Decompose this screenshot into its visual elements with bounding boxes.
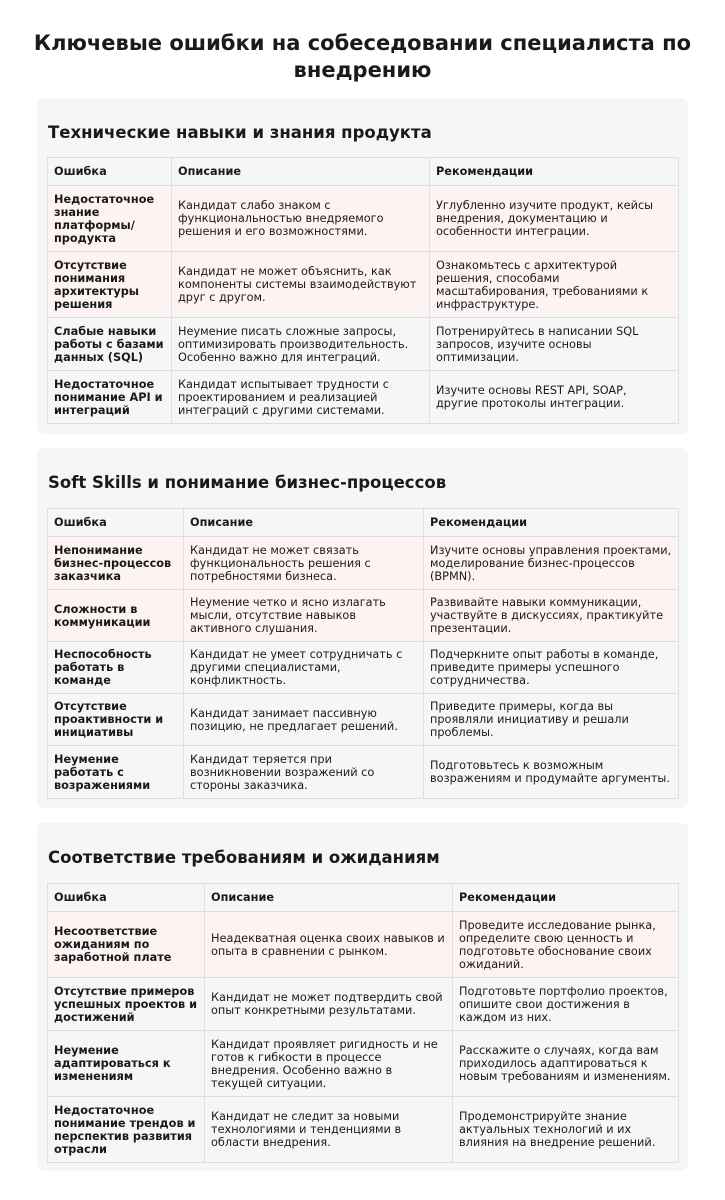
description-cell: Кандидат не может объяснить, как компоненты системы взаимодействуют друг с другом.: [172, 252, 430, 318]
description-cell: Кандидат не может подтвердить свой опыт конкретными результатами.: [205, 978, 453, 1031]
error-cell: Неумение работать с возражениями: [48, 746, 184, 799]
recommendation-cell: Приведите примеры, когда вы проявляли инициативу и решали проблемы.: [424, 694, 679, 746]
table-row: [48, 746, 679, 799]
table-header-row: [48, 158, 679, 186]
table-header-row: [48, 509, 679, 537]
description-cell: Кандидат не может связать функциональность решения с потребностями бизнеса.: [184, 537, 424, 590]
recommendation-cell: Проведите исследование рынка, определите свою ценность и подготовьте обоснование своих ожиданий.: [453, 912, 679, 978]
section-technical-skills: [37, 98, 688, 434]
recommendation-cell: Развивайте навыки коммуникации, участвуйте в дискуссиях, практикуйте презентации.: [424, 590, 679, 642]
column-header-description: Описание: [205, 884, 453, 912]
table-row: [48, 371, 679, 424]
description-cell: Неумение писать сложные запросы, оптимизировать производительность. Особенно важно для интеграций.: [172, 318, 430, 371]
description-cell: Неадекватная оценка своих навыков и опыта в сравнении с рынком.: [205, 912, 453, 978]
table-header-row: [48, 884, 679, 912]
error-cell: Слабые навыки работы с базами данных (SQL): [48, 318, 172, 371]
recommendation-cell: Ознакомьтесь с архитектурой решения, способами масштабирования, требованиями к инфраструктуре.: [430, 252, 679, 318]
section-title: Технические навыки и знания продукта: [48, 123, 432, 142]
page-title: Ключевые ошибки на собеседовании специалиста по внедрению: [33, 31, 692, 82]
mistakes-table: [47, 883, 679, 1163]
error-cell: Неумение адаптироваться к изменениям: [48, 1031, 205, 1097]
column-header-recommendations: Рекомендации: [430, 158, 679, 186]
error-cell: Непонимание бизнес-процессов заказчика: [48, 537, 184, 590]
table-row: [48, 642, 679, 694]
error-cell: Неспособность работать в команде: [48, 642, 184, 694]
error-cell: Отсутствие примеров успешных проектов и достижений: [48, 978, 205, 1031]
error-cell: Отсутствие проактивности и инициативы: [48, 694, 184, 746]
error-cell: Недостаточное знание платформы/продукта: [48, 186, 172, 252]
recommendation-cell: Изучите основы управления проектами, моделирование бизнес-процессов (BPMN).: [424, 537, 679, 590]
section-title: Соответствие требованиям и ожиданиям: [48, 848, 440, 867]
recommendation-cell: Расскажите о случаях, когда вам приходилось адаптироваться к новым требованиям и изменениям.: [453, 1031, 679, 1097]
column-header-description: Описание: [184, 509, 424, 537]
section-requirements: [37, 823, 688, 1171]
column-header-description: Описание: [172, 158, 430, 186]
description-cell: Кандидат проявляет ригидность и не готов к гибкости в процессе внедрения. Особенно важно в текущей ситуации.: [205, 1031, 453, 1097]
table-row: [48, 186, 679, 252]
description-cell: Неумение четко и ясно излагать мысли, отсутствие навыков активного слушания.: [184, 590, 424, 642]
column-header-error: Ошибка: [48, 509, 184, 537]
table-row: [48, 252, 679, 318]
description-cell: Кандидат занимает пассивную позицию, не предлагает решений.: [184, 694, 424, 746]
recommendation-cell: Углубленно изучите продукт, кейсы внедрения, документацию и особенности интеграции.: [430, 186, 679, 252]
table-row: [48, 1097, 679, 1163]
recommendation-cell: Изучите основы REST API, SOAP, другие протоколы интеграции.: [430, 371, 679, 424]
table-row: [48, 318, 679, 371]
error-cell: Недостаточное понимание API и интеграций: [48, 371, 172, 424]
error-cell: Недостаточное понимание трендов и перспектив развития отрасли: [48, 1097, 205, 1163]
error-cell: Сложности в коммуникации: [48, 590, 184, 642]
table-row: [48, 537, 679, 590]
table-row: [48, 694, 679, 746]
mistakes-table: [47, 508, 679, 799]
description-cell: Кандидат не умеет сотрудничать с другими специалистами, конфликтность.: [184, 642, 424, 694]
error-cell: Несоответствие ожиданиям по заработной плате: [48, 912, 205, 978]
column-header-error: Ошибка: [48, 884, 205, 912]
section-title: Soft Skills и понимание бизнес-процессов: [48, 473, 447, 492]
recommendation-cell: Продемонстрируйте знание актуальных технологий и их влияния на внедрение решений.: [453, 1097, 679, 1163]
table-row: [48, 1031, 679, 1097]
column-header-recommendations: Рекомендации: [424, 509, 679, 537]
section-soft-skills: [37, 448, 688, 808]
recommendation-cell: Подготовьте портфолио проектов, опишите свои достижения в каждом из них.: [453, 978, 679, 1031]
description-cell: Кандидат испытывает трудности с проектированием и реализацией интеграций с другими системами.: [172, 371, 430, 424]
description-cell: Кандидат не следит за новыми технологиями и тенденциями в области внедрения.: [205, 1097, 453, 1163]
description-cell: Кандидат теряется при возникновении возражений со стороны заказчика.: [184, 746, 424, 799]
mistakes-table: [47, 157, 679, 424]
column-header-error: Ошибка: [48, 158, 172, 186]
recommendation-cell: Потренируйтесь в написании SQL запросов, изучите основы оптимизации.: [430, 318, 679, 371]
table-row: [48, 978, 679, 1031]
column-header-recommendations: Рекомендации: [453, 884, 679, 912]
recommendation-cell: Подчеркните опыт работы в команде, приведите примеры успешного сотрудничества.: [424, 642, 679, 694]
error-cell: Отсутствие понимания архитектуры решения: [48, 252, 172, 318]
table-row: [48, 590, 679, 642]
table-row: [48, 912, 679, 978]
description-cell: Кандидат слабо знаком с функциональностью внедряемого решения и его возможностями.: [172, 186, 430, 252]
recommendation-cell: Подготовьтесь к возможным возражениям и продумайте аргументы.: [424, 746, 679, 799]
